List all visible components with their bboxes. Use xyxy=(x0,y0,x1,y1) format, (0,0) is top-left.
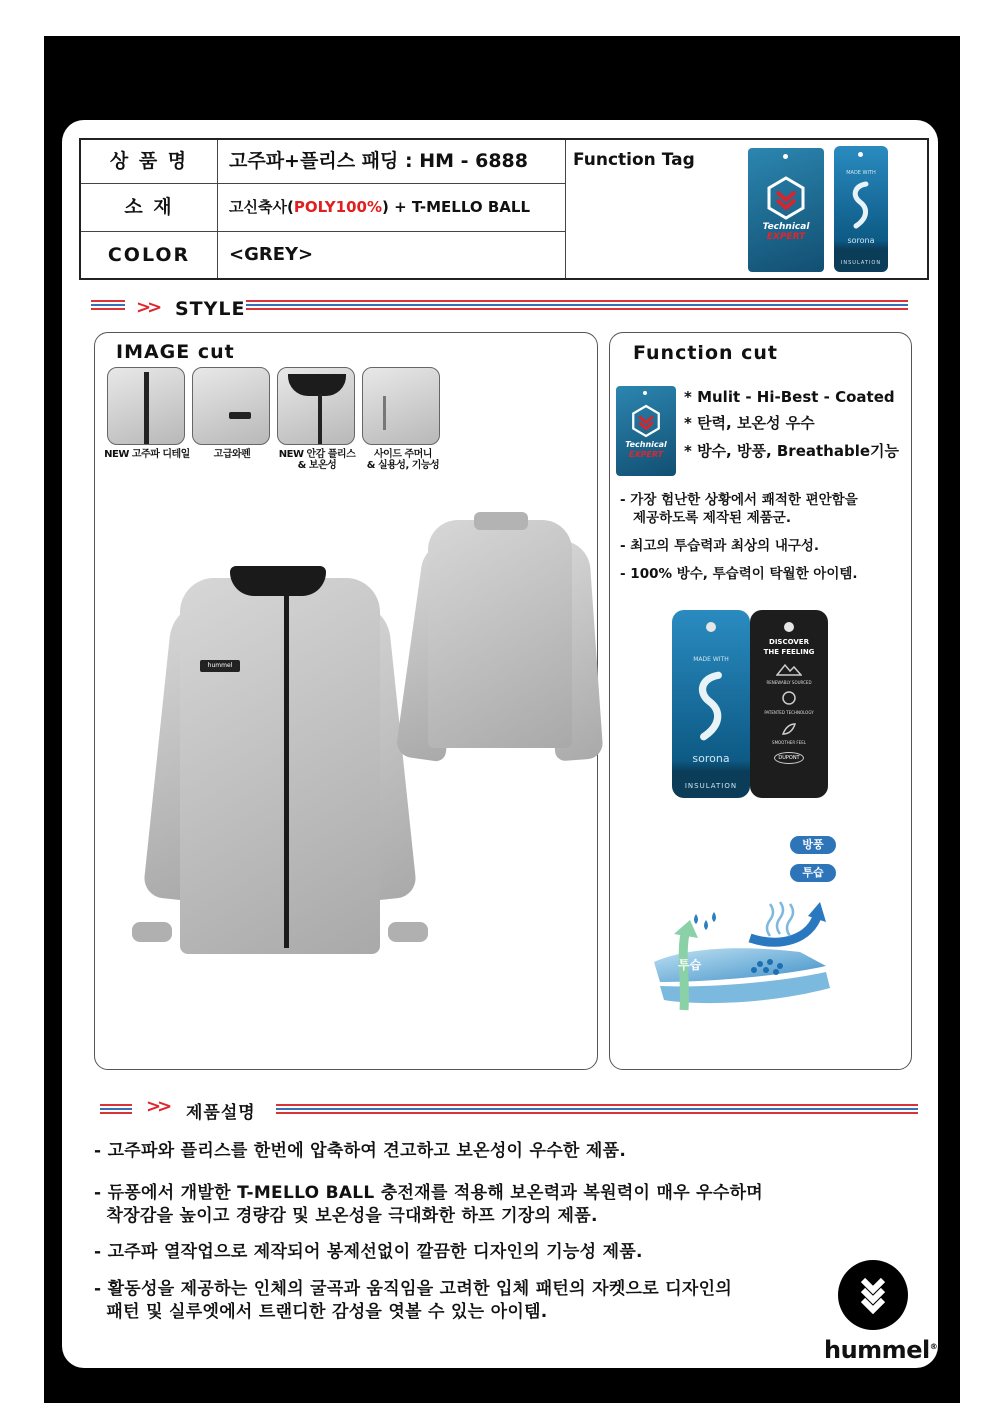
color-label: COLOR xyxy=(81,232,218,278)
jacket-back-body xyxy=(428,520,572,748)
desc-lines-right xyxy=(276,1104,918,1114)
dupont-logo: DUPONT xyxy=(774,752,804,764)
style-lines-left xyxy=(91,300,125,310)
tag-hole xyxy=(706,622,716,632)
tag-hole xyxy=(783,154,788,159)
sorona-s-icon xyxy=(848,180,874,230)
material-value-poly: POLY100% xyxy=(293,198,382,216)
desc-line-2: - 듀퐁에서 개발한 T-MELLO BALL 충전재를 적용해 보온력과 복원력이 매우 우수하며 xyxy=(94,1183,764,1203)
jacket-brand-patch: hummel xyxy=(200,660,240,672)
sorona-tag-front xyxy=(672,610,750,798)
jacket-front-left-cuff xyxy=(132,922,172,942)
function-technical-tag xyxy=(616,386,676,476)
jacket-back-collar xyxy=(474,512,528,530)
tag-made-with: MADE WITH xyxy=(846,170,876,176)
material-value xyxy=(229,184,530,231)
material-value-tmello: ) + T-MELLO BALL xyxy=(382,198,531,216)
thumb-caption-1: NEW 고주파 디테일 xyxy=(104,449,190,460)
material-label: 소 재 xyxy=(81,184,218,231)
color-value: <GREY> xyxy=(229,244,314,265)
function-cut-title: Function cut xyxy=(633,342,779,364)
function-desc-2: - 최고의 투습력과 최상의 내구성. xyxy=(620,538,820,554)
spec-row-color xyxy=(81,232,565,278)
thumb-side-pocket xyxy=(362,367,440,445)
tag-sorona-text: sorona xyxy=(847,236,875,245)
tag-renewably: RENEWABLY SOURCED xyxy=(766,680,812,685)
desc-line-1: - 고주파와 플리스를 한번에 압축하여 견고하고 보온성이 우수한 제품. xyxy=(94,1141,627,1161)
image-cut-title: IMAGE cut xyxy=(116,341,235,363)
style-title: STYLE xyxy=(175,298,246,320)
style-lines-right xyxy=(246,300,908,310)
desc-line-4: - 고주파 열작업으로 제작되어 봉제선없이 깔끔한 디자인의 기능성 제품. xyxy=(94,1242,643,1262)
hummel-trademark: ® xyxy=(929,1342,938,1351)
thumb-caption-3: NEW 안감 플리스 & 보온성 xyxy=(278,449,356,471)
hummel-wordmark xyxy=(824,1336,937,1364)
function-desc-1: - 가장 험난한 상황에서 쾌적한 편안함을 xyxy=(620,492,858,508)
thumb-pocket-seam xyxy=(383,396,386,430)
thumb-front-detail xyxy=(107,367,185,445)
tag-technical-text: Technical xyxy=(762,222,810,232)
thumb-patch xyxy=(192,367,270,445)
spec-row-material xyxy=(81,184,565,232)
jacket-front-body xyxy=(180,578,380,954)
mountain-icon xyxy=(776,662,802,676)
badge-windproof: 방풍 xyxy=(790,836,836,854)
tag-insulation-large: INSULATION xyxy=(684,782,738,790)
function-tag-expert: EXPERT xyxy=(628,450,664,459)
sorona-tag-back xyxy=(750,610,828,798)
desc-lines-left xyxy=(100,1104,132,1114)
desc-line-3: 착장감을 높이고 경량감 및 보온성을 극대화한 하프 기장의 제품. xyxy=(94,1206,598,1226)
jacket-front-zipper xyxy=(284,592,289,948)
tag-the-feeling: THE FEELING xyxy=(763,648,815,656)
thumb-collar xyxy=(288,374,346,396)
thumb-zip xyxy=(318,394,322,445)
tag-hole xyxy=(784,622,794,632)
tag-insulation-text: INSULATION xyxy=(840,260,882,266)
thumb-zip xyxy=(144,372,149,445)
function-desc-3: - 100% 방수, 투습력이 탁월한 아이템. xyxy=(620,566,858,582)
hummel-wordmark-text: hummel xyxy=(824,1336,930,1364)
shield-icon xyxy=(631,404,661,438)
product-value: 고주파+플리스 패딩 : HM - 6888 xyxy=(229,150,528,172)
desc-line-5: - 활동성을 제공하는 인체의 굴곡과 움직임을 고려한 입체 패턴의 자켓으로 디자인의 xyxy=(94,1279,733,1299)
thumb-caption-2: 고급와펜 xyxy=(213,449,251,460)
diagram-breathable-label: 투습 xyxy=(678,958,702,972)
tag-sorona-large: sorona xyxy=(692,752,730,765)
function-bullet-2: * 탄력, 보온성 우수 xyxy=(684,414,815,432)
tag-hole xyxy=(643,391,647,395)
thumb-fleece-lining xyxy=(277,367,355,445)
tag-expert-text: EXPERT xyxy=(766,232,806,242)
desc-title: 제품설명 xyxy=(186,1103,256,1123)
sorona-tag-small xyxy=(834,146,888,272)
product-label: 상 품 명 xyxy=(81,140,218,183)
tag-patented: PATENTED TECHNOLOGY xyxy=(764,710,814,715)
desc-line-6: 패턴 및 실루엣에서 트랜디한 감성을 엿볼 수 있는 아이템. xyxy=(94,1302,548,1322)
function-tag-label: Function Tag xyxy=(573,150,695,170)
thumb-patch-mark xyxy=(229,412,251,419)
jacket-front-right-cuff xyxy=(388,922,428,942)
tag-made-with-large: MADE WITH xyxy=(693,656,729,663)
sorona-s-icon xyxy=(692,668,730,744)
spec-divider xyxy=(565,140,566,278)
style-chevron-icon: >> xyxy=(136,297,159,318)
badge-breathable: 투습 xyxy=(790,864,836,882)
hummel-logo-icon xyxy=(838,1260,908,1330)
tag-hole xyxy=(858,152,863,157)
technical-expert-tag xyxy=(748,148,824,272)
function-tag-technical: Technical xyxy=(625,440,667,449)
shield-icon xyxy=(766,176,806,220)
function-bullet-3: * 방수, 방풍, Breathable기능 xyxy=(684,442,899,460)
tag-smoother: SMOOTHER FEEL xyxy=(772,740,806,745)
jacket-front-collar xyxy=(230,566,326,596)
material-value-base: 고신축사( xyxy=(229,198,294,216)
desc-chevron-icon: >> xyxy=(146,1096,169,1117)
function-desc-1b: 제공하도록 제작된 제품군. xyxy=(633,510,791,526)
feather-icon xyxy=(781,722,797,736)
tag-discover: DISCOVER xyxy=(769,638,809,646)
thumb-caption-4: 사이드 주머니 & 실용성, 기능성 xyxy=(366,449,440,471)
spec-row-product xyxy=(81,140,565,184)
molecule-icon xyxy=(781,690,797,706)
function-bullet-1: * Mulit - Hi-Best - Coated xyxy=(684,388,895,406)
